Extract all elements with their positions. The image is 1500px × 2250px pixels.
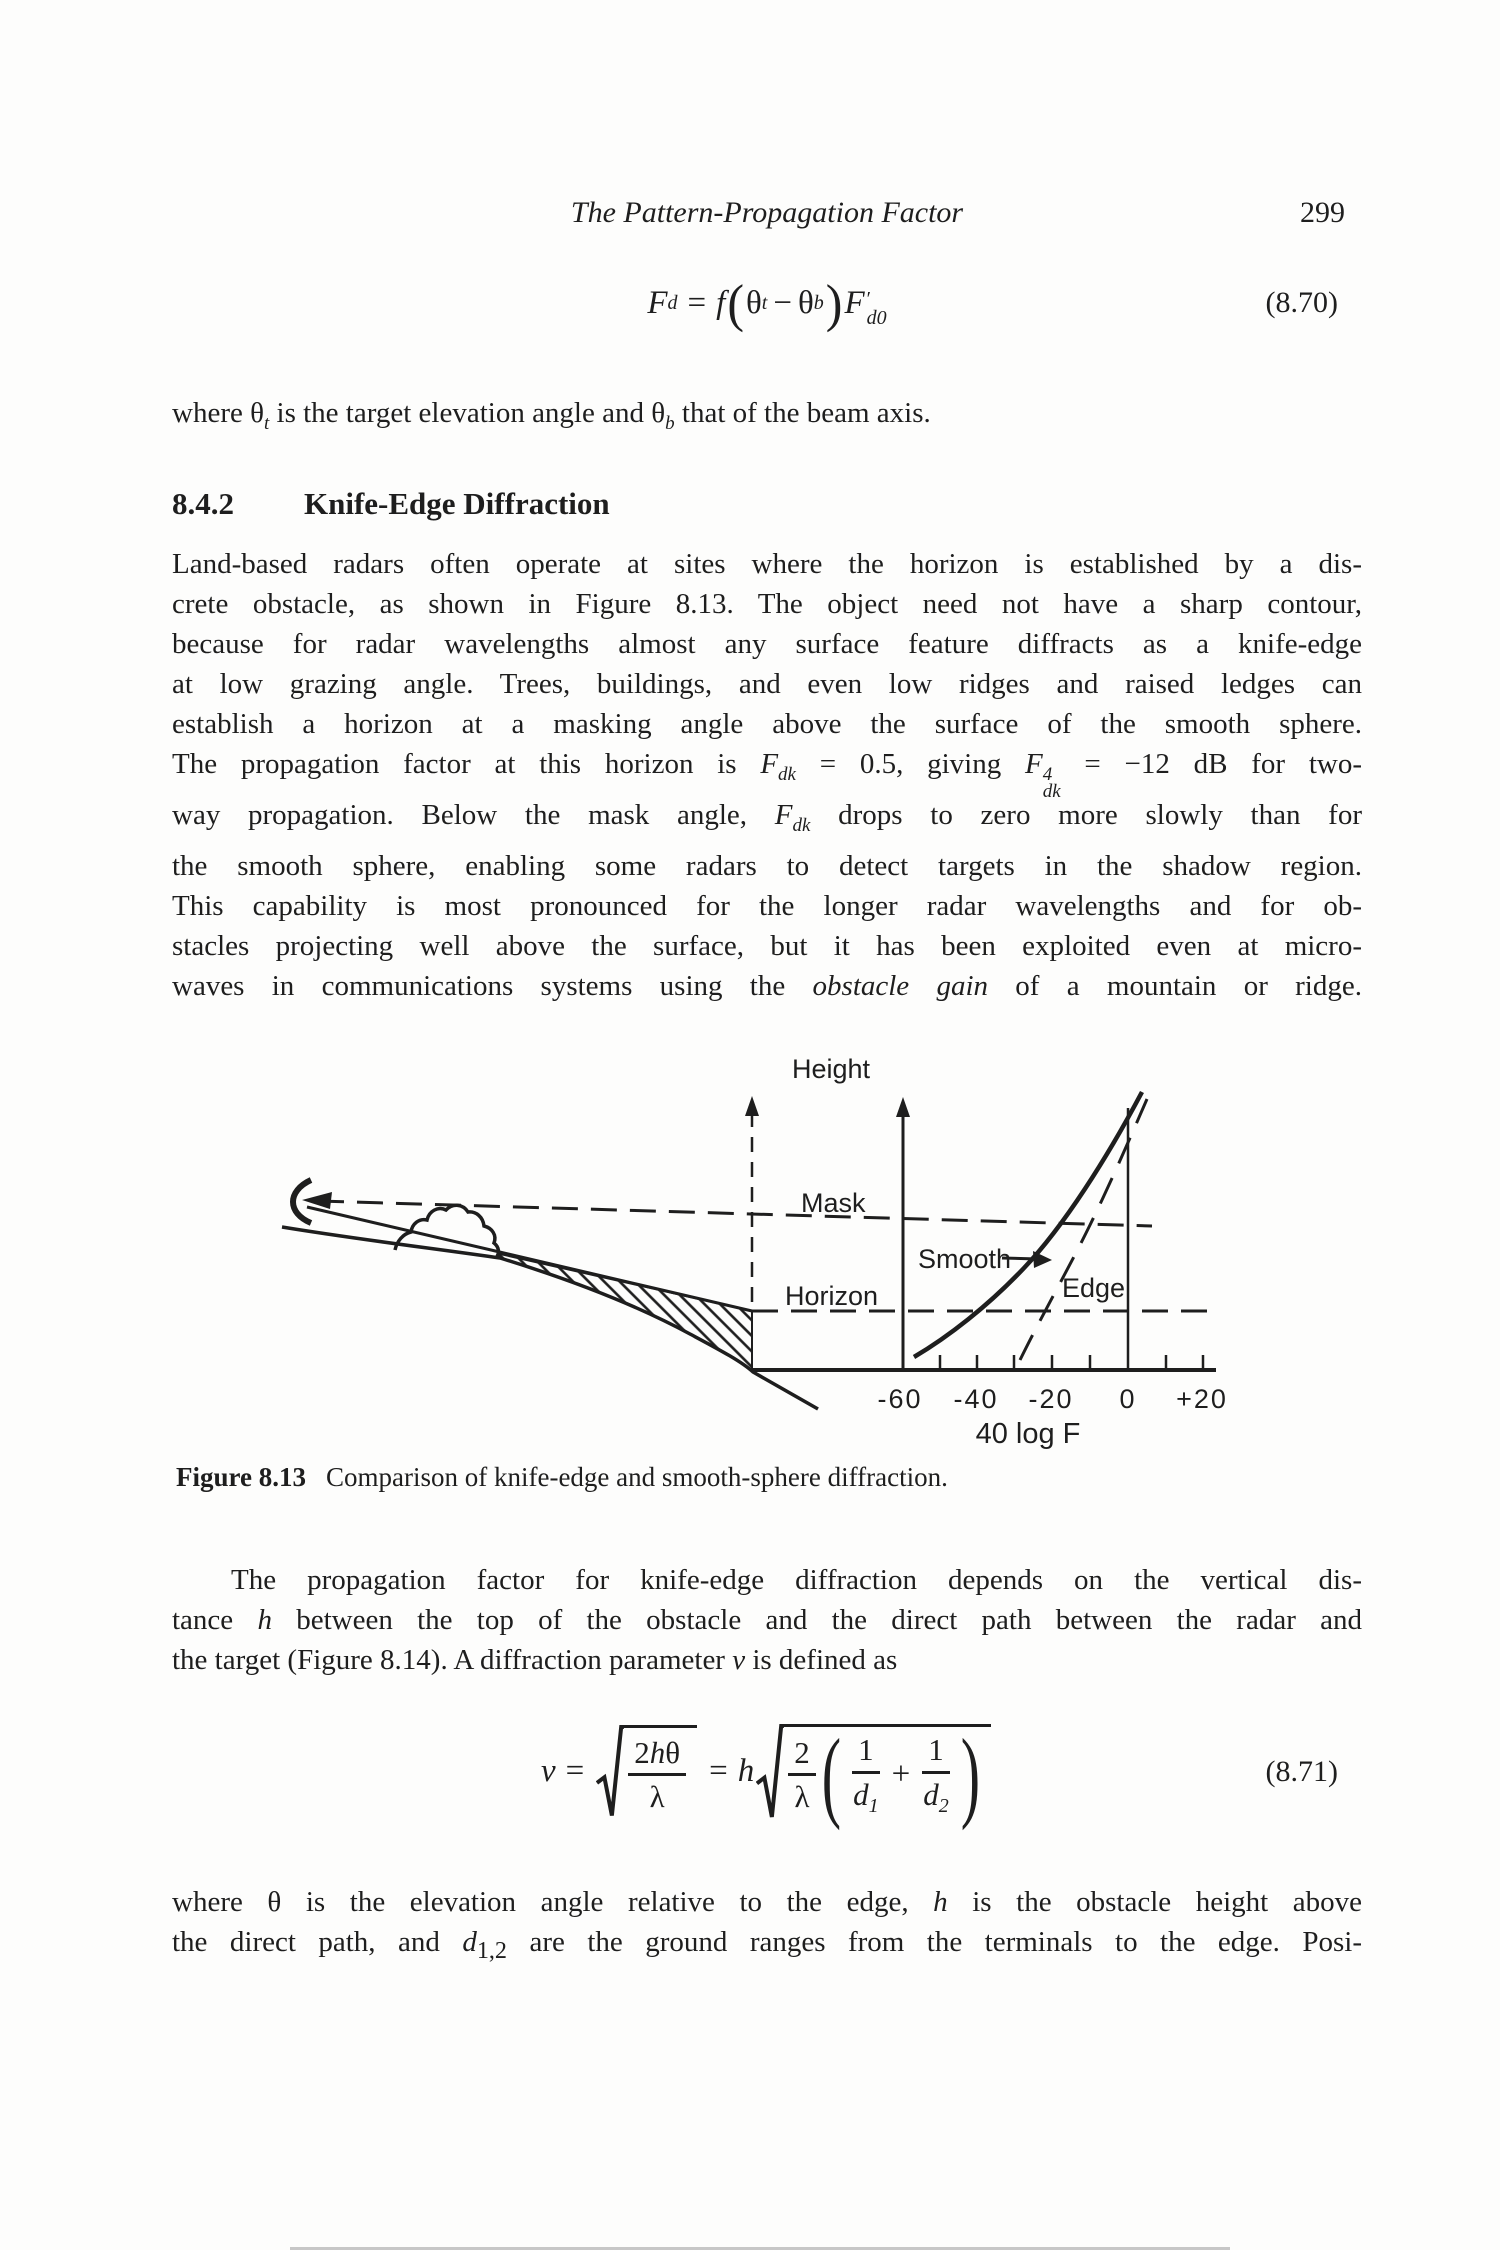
- text-run: because for radar wavelengths almost any surface feature diffracts as a knife-edge: [172, 628, 1362, 660]
- math-subscript: d: [667, 291, 678, 314]
- figure-caption: [176, 1462, 1366, 1493]
- math-operator: −: [773, 284, 792, 321]
- text-line: [172, 966, 1362, 1006]
- math-symbol: d: [923, 1776, 939, 1812]
- math-prime: ′: [866, 288, 871, 310]
- math-operator: =: [565, 1753, 585, 1790]
- text-line: [172, 584, 1362, 624]
- paragraph-1: [172, 544, 1362, 1006]
- math-paren: ): [960, 1717, 981, 1831]
- text-line: [172, 795, 1362, 846]
- math-paren: (: [727, 273, 744, 333]
- square-root: [596, 1725, 697, 1818]
- horizon-level-label: Horizon: [785, 1281, 879, 1311]
- text-run: where θ is the elevation angle relative to the edge,: [172, 1886, 934, 1918]
- math-subscript: d0: [866, 307, 887, 329]
- text-line: [172, 624, 1362, 664]
- x-axis-title: 40 log F: [975, 1418, 1081, 1450]
- math-symbol: d: [462, 1926, 477, 1958]
- figure-caption-text: Comparison of knife-edge and smooth-sphere diffraction.: [326, 1462, 948, 1492]
- x-axis-ticks: [940, 1355, 1203, 1370]
- math-subscript: t: [761, 291, 768, 314]
- text-run: stacles projecting well above the surface, but it has been exploited even at micro-: [172, 929, 1362, 962]
- math-symbol: d: [853, 1776, 869, 1812]
- height-axis-solid-arrowhead: [896, 1097, 910, 1117]
- math-symbol: f: [716, 284, 726, 321]
- text-run: that of the beam axis.: [674, 397, 931, 429]
- text-line: [172, 1600, 1362, 1640]
- fraction: [847, 1732, 885, 1818]
- smooth-curve-label: Smooth: [918, 1244, 1012, 1274]
- math-symbol: θ: [665, 1734, 681, 1770]
- text-run: at low grazing angle. Trees, buildings, and even low ridges and raised ledges can: [172, 668, 1362, 700]
- text-line: [172, 744, 1362, 802]
- mask-level-label: Mask: [801, 1188, 866, 1218]
- text-line: [172, 544, 1362, 584]
- fraction: [628, 1735, 686, 1815]
- math-subscript: b: [813, 291, 824, 314]
- section-heading: [172, 486, 1362, 522]
- math-number: 2: [794, 1734, 810, 1770]
- text-line: [172, 846, 1362, 886]
- text-run: The propagation factor at this horizon is: [172, 748, 761, 780]
- math-number: 1: [928, 1732, 944, 1768]
- x-tick-plus20: +20: [1176, 1384, 1228, 1414]
- math-subscript: 1,2: [476, 1936, 508, 1964]
- math-sup-sub-stack: [867, 290, 887, 328]
- equation-8-71-math: [540, 1717, 993, 1831]
- text-run: is defined as: [745, 1644, 898, 1676]
- math-operator: =: [687, 284, 707, 321]
- running-head: [172, 196, 1362, 236]
- height-axis-arrowhead: [745, 1096, 759, 1116]
- math-subscript: 1: [868, 1794, 879, 1817]
- square-root: [756, 1717, 991, 1831]
- paragraph-where-870: [172, 393, 1362, 444]
- equation-8-70: [172, 268, 1362, 338]
- text-line: [172, 1560, 1362, 1600]
- x-tick-minus40: -40: [953, 1384, 999, 1414]
- text-run: Land-based radars often operate at sites where the horizon is established by a dis-: [172, 548, 1362, 580]
- math-symbol: λ: [794, 1779, 810, 1815]
- section-title: Knife-Edge Diffraction: [304, 486, 610, 521]
- math-symbol: F: [774, 798, 793, 831]
- math-symbol: F: [647, 284, 668, 321]
- text-run: the target (Figure 8.14). A diffraction parameter: [172, 1644, 733, 1676]
- text-run: is the obstacle height above: [947, 1886, 1363, 1918]
- text-line: [172, 886, 1362, 926]
- page-number: 299: [1300, 196, 1345, 229]
- math-symbol: h: [933, 1886, 948, 1918]
- text-line: [172, 1882, 1362, 1922]
- text-run: where θ: [172, 397, 264, 429]
- math-sup-sub-stack: [1043, 766, 1061, 800]
- text-run: waves in communications systems using the: [172, 969, 813, 1002]
- math-symbol: h: [257, 1604, 272, 1636]
- x-tick-minus20: -20: [1028, 1384, 1074, 1414]
- math-symbol: F: [1025, 748, 1043, 780]
- math-symbol: v: [732, 1644, 746, 1676]
- text-run: is the target elevation angle and θ: [269, 397, 666, 429]
- text-run: establish a horizon at a masking angle above the surface of the smooth sphere.: [172, 708, 1362, 740]
- text-line: [172, 1922, 1362, 1971]
- figure-caption-tag: Figure 8.13: [176, 1462, 306, 1492]
- math-number: 2: [634, 1734, 650, 1770]
- equation-number: (8.70): [1265, 286, 1338, 319]
- math-operator: +: [891, 1756, 911, 1793]
- equation-8-70-math: [647, 273, 887, 333]
- text-run: way propagation. Below the mask angle,: [172, 798, 775, 831]
- math-symbol: θ: [797, 284, 814, 321]
- math-symbol: v: [540, 1753, 556, 1790]
- text-run: tance: [172, 1604, 258, 1636]
- paragraph-3: [172, 1882, 1362, 1971]
- math-symbol: λ: [649, 1779, 665, 1815]
- text-run: = 0.5, giving: [795, 748, 1025, 780]
- x-tick-zero: 0: [1119, 1384, 1137, 1414]
- math-symbol: θ: [745, 284, 762, 321]
- text-run: of a mountain or ridge.: [988, 969, 1362, 1002]
- text-run: between the top of the obstacle and the direct path between the radar and: [271, 1604, 1363, 1636]
- text-run: drops to zero more slowly than for: [810, 798, 1362, 831]
- figure-8-13-diagram: [0, 1030, 1500, 1462]
- fraction: [917, 1732, 955, 1818]
- running-title: The Pattern-Propagation Factor: [570, 196, 964, 229]
- math-subscript: dk: [792, 814, 811, 836]
- text-line: [172, 1640, 1362, 1680]
- math-symbol: F: [760, 748, 779, 780]
- math-subscript: dk: [778, 763, 796, 785]
- text-run: This capability is most pronounced for the longer radar wavelengths and for ob-: [172, 889, 1362, 922]
- text-line: [172, 926, 1362, 966]
- fraction: [788, 1735, 816, 1815]
- text-line: [172, 704, 1362, 744]
- math-symbol: F: [844, 284, 865, 321]
- math-subscript: 2: [938, 1794, 949, 1817]
- mask-ray-arrowhead: [302, 1192, 332, 1209]
- math-number: 1: [858, 1732, 874, 1768]
- math-symbol: h: [737, 1753, 755, 1790]
- math-paren: (: [821, 1717, 842, 1831]
- text-run: The propagation factor for knife-edge diffraction depends on the vertical dis-: [231, 1564, 1362, 1596]
- text-run: the smooth sphere, enabling some radars to detect targets in the shadow region.: [172, 849, 1362, 882]
- math-superscript: 4: [1042, 764, 1053, 785]
- x-tick-minus60: -60: [877, 1384, 923, 1414]
- text-run: crete obstacle, as shown in Figure 8.13. The object need not have a sharp contour,: [172, 588, 1362, 620]
- text-run-italic: obstacle gain: [812, 969, 989, 1002]
- text-line: [172, 664, 1362, 704]
- smooth-label-arrowhead: [1033, 1251, 1052, 1268]
- text-run: = −12 dB for two-: [1060, 748, 1362, 780]
- equation-number: (8.71): [1265, 1755, 1338, 1788]
- paragraph-2: [172, 1560, 1362, 1680]
- height-axis-label: Height: [792, 1054, 871, 1084]
- math-subscript: b: [665, 412, 675, 434]
- text-run: the direct path, and: [172, 1926, 463, 1958]
- radical-sign: [756, 1724, 784, 1820]
- text-run: are the ground ranges from the terminals to the edge. Posi-: [507, 1926, 1362, 1958]
- math-symbol: h: [649, 1734, 666, 1770]
- math-subscript: dk: [1042, 781, 1061, 802]
- radical-sign: [596, 1725, 624, 1818]
- edge-curve-label: Edge: [1062, 1273, 1126, 1303]
- math-paren: ): [825, 273, 843, 333]
- math-subscript: t: [263, 412, 270, 434]
- math-operator: =: [709, 1753, 728, 1790]
- mask-ray-line: [318, 1201, 1152, 1226]
- section-number: 8.4.2: [172, 486, 234, 521]
- equation-8-71: [172, 1712, 1362, 1832]
